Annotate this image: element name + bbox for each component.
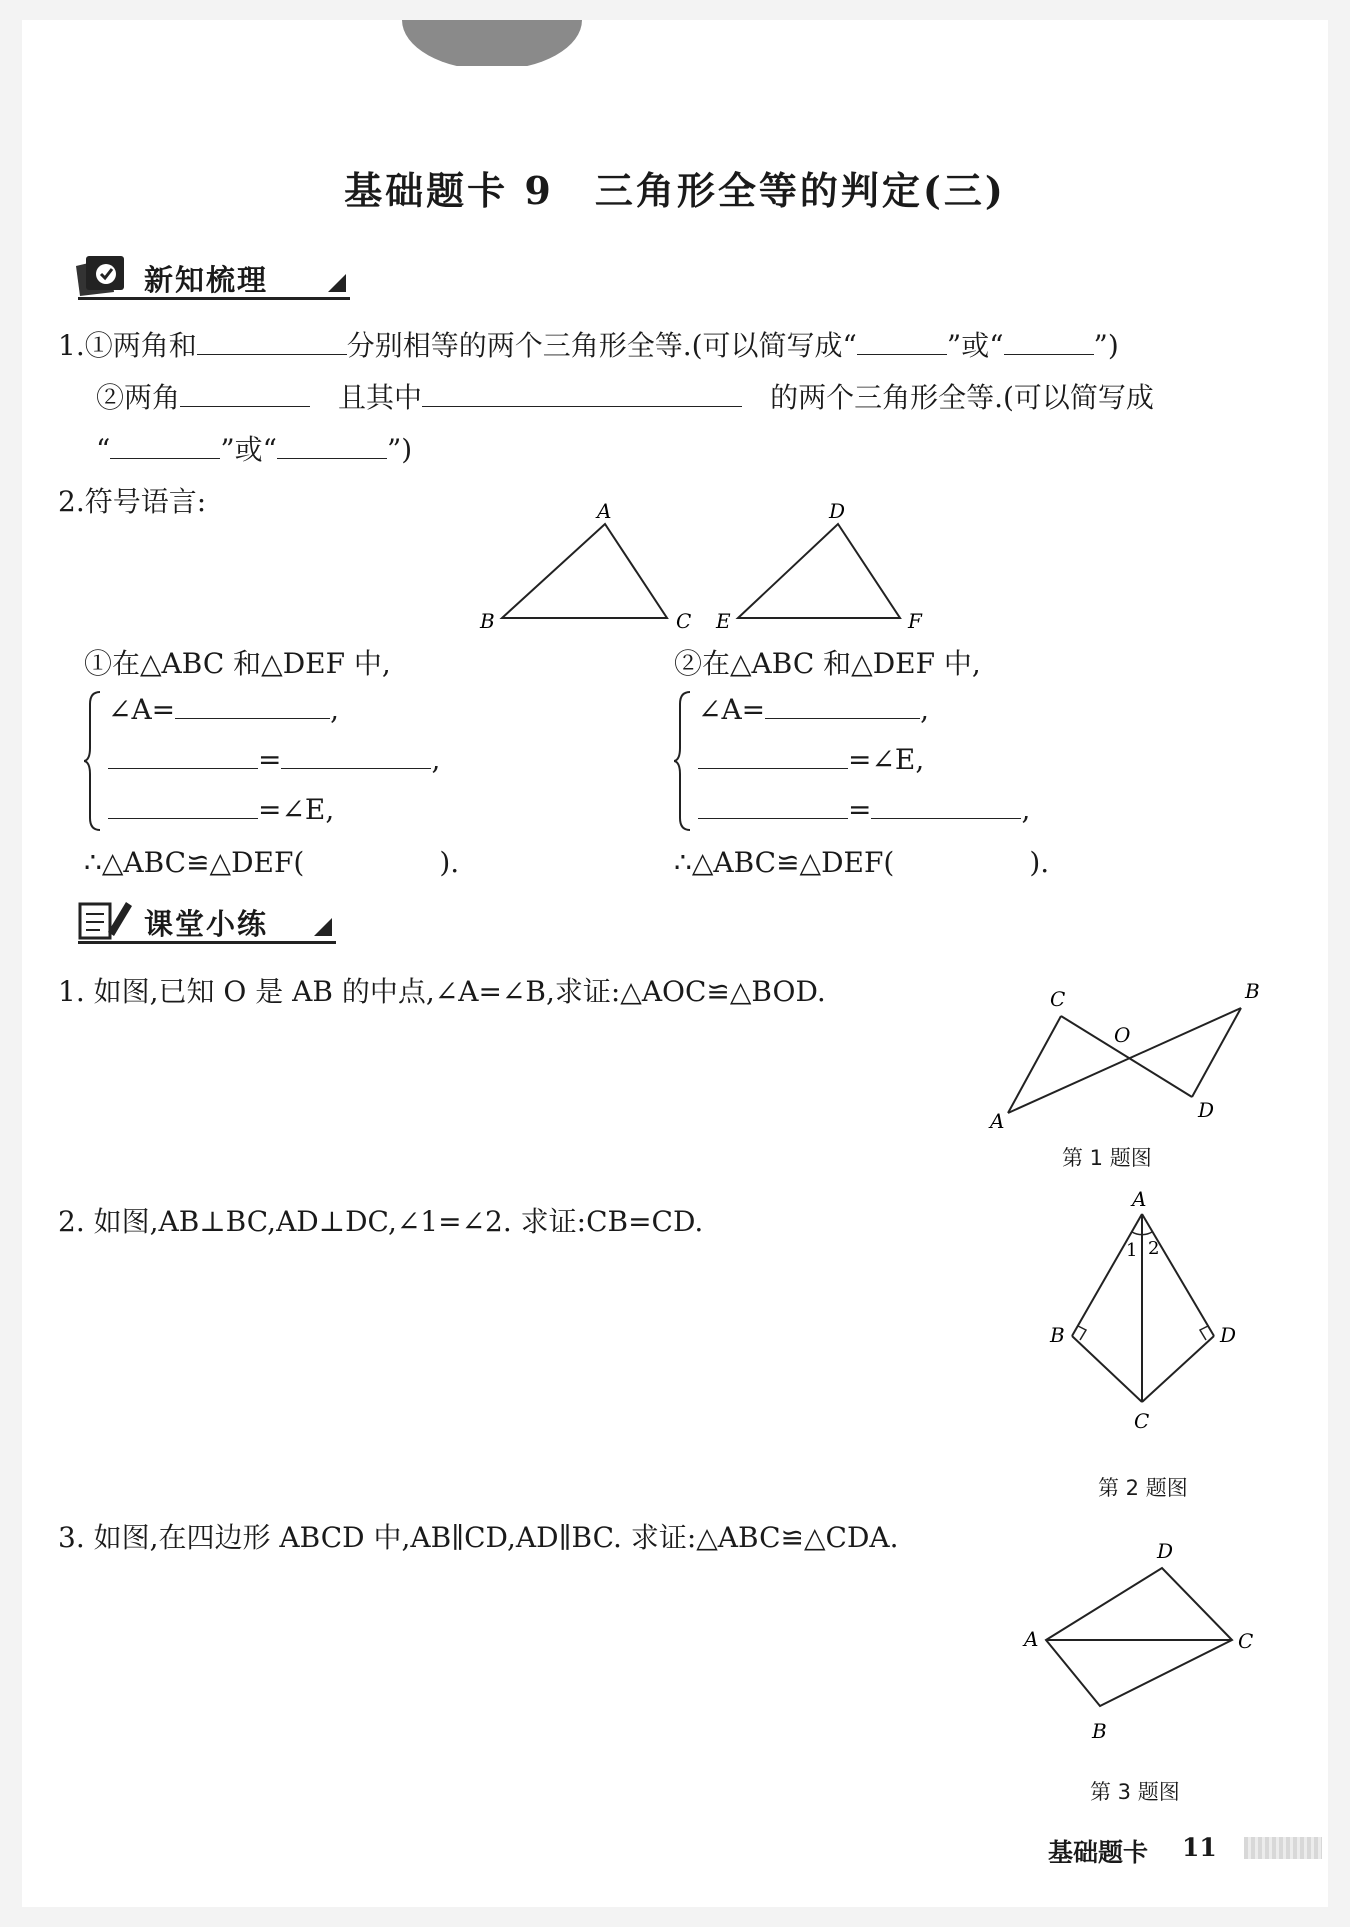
footer-decoration [1244,1837,1322,1859]
q1-blank-4[interactable] [180,380,310,407]
q2-number: 2. [58,485,85,518]
vertex-label-D: D [1157,1539,1174,1563]
proof-right-intro: ②在△ABC 和△DEF 中, [674,647,981,680]
triangle-marker-icon [314,918,332,936]
practice-1-figure [962,960,1282,1140]
q2-text: 符号语言: [84,485,207,518]
proof-left-blank-3[interactable] [281,742,431,769]
proof-left-row3 [108,792,334,826]
proof-text: =∠E, [848,743,925,776]
proof-right-blank-4[interactable] [871,792,1021,819]
vertex-label-C: C [676,609,692,630]
proof-left-row2 [108,742,440,776]
proof-text: , [920,693,930,726]
vertex-label-C: C [1238,1629,1254,1653]
brace-icon [84,690,104,832]
page-number: 11 [1182,1833,1217,1862]
vertex-label-A: A [1132,1188,1147,1211]
triangle-abc-figure [452,490,692,630]
proof-left-row1 [108,692,339,726]
vertex-label-B: B [1245,979,1260,1003]
vertex-label-D: D [829,499,846,523]
vertex-label-A: A [597,499,612,523]
vertex-label-C: C [1134,1409,1150,1433]
angle-label-2: 2 [1148,1238,1160,1259]
q1-text: ”或“ [946,329,1004,362]
proof-text: =∠E, [258,793,335,826]
section-underline [78,297,350,300]
triangle-def-figure [686,490,926,630]
vertex-label-B: B [1092,1719,1107,1743]
angle-label-1: 1 [1126,1240,1138,1261]
q1-line1 [58,324,1119,364]
proof-text: , [1021,793,1031,826]
q1-text: 分别相等的两个三角形全等.(可以简写成“ [346,329,857,362]
proof-text: ∴△ABC≌△DEF( [84,846,305,879]
practice-1-text: 1. 如图,已知 O 是 AB 的中点,∠A=∠B,求证:△AOC≌△BOD. [58,975,826,1008]
notebook-pen-icon [70,896,136,942]
practice-1-caption: 第 1 题图 [1062,1146,1152,1170]
practice-2-caption: 第 2 题图 [1098,1476,1188,1500]
section-heading-label: 课堂小练 [144,907,269,941]
q1-text: ”) [386,433,413,466]
q1-blank-5[interactable] [422,380,742,407]
vertex-label-O: O [1114,1023,1131,1047]
proof-right-conclusion [674,846,1049,879]
proof-text: , [330,693,340,726]
proof-right-blank-2[interactable] [698,742,848,769]
vertex-label-D: D [1220,1323,1237,1347]
q1-text: ②两角 [96,381,181,414]
section-heading-classroom-practice [70,896,336,944]
vertex-label-E: E [716,609,731,630]
proof-text: = [848,793,872,826]
section-heading-label: 新知梳理 [144,263,269,297]
practice-2-figure [1032,1188,1282,1436]
proof-left-blank-1[interactable] [175,692,330,719]
vertex-label-F: F [908,609,922,630]
q1-blank-7[interactable] [277,432,387,459]
practice-3-figure [1002,1528,1292,1758]
practice-3-text: 3. 如图,在四边形 ABCD 中,AB∥CD,AD∥BC. 求证:△ABC≌△CDA. [58,1521,899,1554]
vertex-label-A: A [1024,1627,1039,1651]
vertex-label-D: D [1198,1098,1215,1122]
top-tab-decoration [402,20,582,66]
proof-text: ). [1029,846,1050,879]
section-heading-new-knowledge [70,252,350,300]
q2-label [58,480,206,520]
q1-text: 的两个三角形全等.(可以简写成 [770,381,1154,414]
page-title: 基础题卡 9 三角形全等的判定(三) [344,168,1006,213]
q1-blank-6[interactable] [110,432,220,459]
q1-blank-3[interactable] [1004,328,1094,355]
proof-right-row1 [698,692,929,726]
proof-text: = [258,743,282,776]
proof-left-blank-4[interactable] [108,792,258,819]
q1-text: ①两角和 [84,329,197,362]
q1-line3 [96,428,412,468]
proof-right-row3 [698,792,1030,826]
worksheet-page [22,20,1328,1907]
proof-text: ∠A= [108,693,176,726]
proof-text: ). [439,846,460,879]
vertex-label-C: C [1050,987,1066,1011]
footer-label: 基础题卡 [1048,1838,1149,1867]
practice-2-text: 2. 如图,AB⊥BC,AD⊥DC,∠1=∠2. 求证:CB=CD. [58,1205,704,1238]
q1-text: 且其中 [338,381,423,414]
q1-text: ”) [1093,329,1119,362]
book-check-icon [70,252,140,296]
proof-right-blank-3[interactable] [698,792,848,819]
q1-text: ”或“ [220,433,277,466]
proof-text: ∠A= [698,693,766,726]
q1-blank-1[interactable] [197,328,347,355]
vertex-label-B: B [480,609,495,630]
proof-right-row2 [698,742,924,776]
vertex-label-A: A [990,1109,1005,1133]
proof-left-conclusion [84,846,459,879]
section-underline [78,941,336,944]
brace-icon [674,690,694,832]
proof-text: , [431,743,441,776]
q1-text: “ [96,433,111,466]
proof-text: ∴△ABC≌△DEF( [674,846,895,879]
triangle-marker-icon [328,274,346,292]
practice-3-caption: 第 3 题图 [1090,1780,1180,1804]
proof-left-intro: ①在△ABC 和△DEF 中, [84,647,391,680]
q1-blank-2[interactable] [857,328,947,355]
vertex-label-B: B [1050,1323,1065,1347]
proof-left-blank-2[interactable] [108,742,258,769]
q1-line2 [96,376,1154,416]
proof-right-blank-1[interactable] [765,692,920,719]
q1-number: 1. [58,329,85,362]
